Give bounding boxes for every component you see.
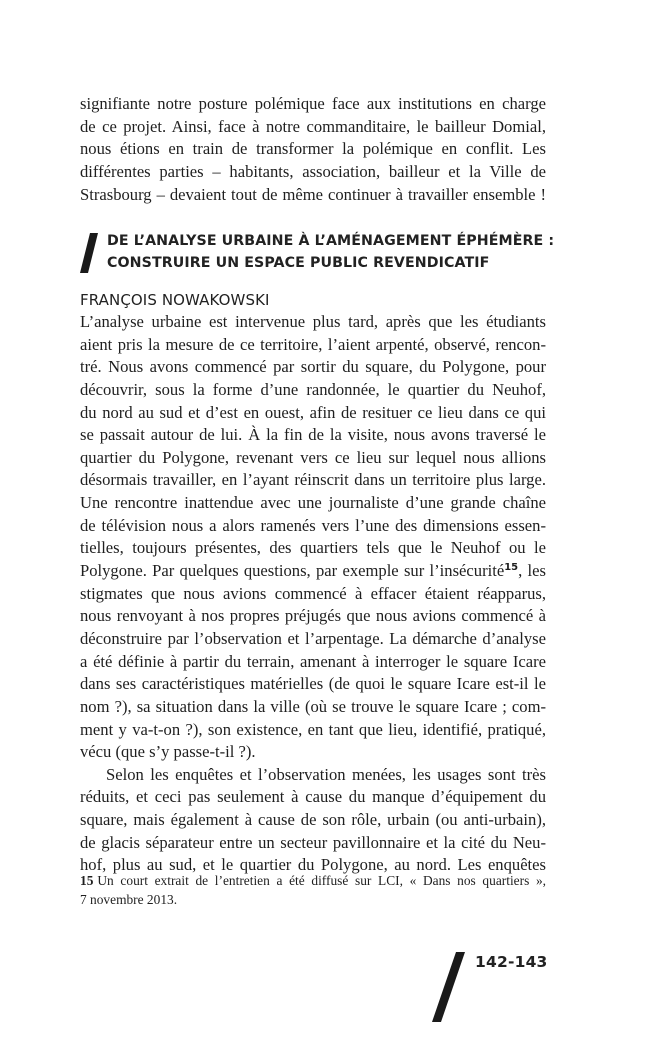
- text-line: stigmates que nous avions commencé à effacer étaient réapparus,: [80, 583, 546, 603]
- text-line: dans ses caractéristiques matérielles (de quoi le square Icare est-il le: [80, 674, 546, 694]
- text-line: différentes parties – habitants, association, bailleur et la Ville de: [80, 161, 546, 181]
- text-line: déconstruire par l’observation et l’arpentage. La démarche d’analyse: [80, 628, 546, 648]
- text-line: découvrir, sous la forme d’une randonnée, le quartier du Neuhof,: [80, 379, 546, 399]
- text-line: de télévision nous a alors ramenés vers l’une des dimensions essen-: [80, 515, 546, 535]
- text-line: a été définie à partir du terrain, amenant à interroger le square Icare: [80, 651, 546, 671]
- page-number: 142-143: [475, 953, 548, 971]
- text-line: L’analyse urbaine est intervenue plus tard, après que les étudiants: [80, 312, 546, 331]
- footnote-line: [80, 871, 546, 890]
- slash-icon: [432, 952, 468, 1022]
- page-folio: [432, 952, 562, 1024]
- intro-paragraph: [80, 93, 546, 206]
- text-line: square, mais également à cause de son rôle, urbain (ou anti-urbain),: [80, 810, 546, 830]
- text-line: signifiante notre posture polémique face aux institutions en charge: [80, 94, 546, 113]
- text-line: hof, plus au sud, et le quartier du Polygone, au nord. Les enquêtes: [80, 855, 546, 875]
- text-line: désormais travailler, en l’ayant réinscrit dans un territoire plus large.: [80, 470, 546, 490]
- slash-icon: [80, 233, 100, 273]
- text-line: se passait autour de lui. À la fin de la visite, nous avons traversé le: [80, 425, 546, 445]
- text-line: nom ?), sa situation dans la ville (où se trouve le square Icare ; com-: [80, 696, 546, 716]
- text-line: aient pris la mesure de ce territoire, l’aient arpenté, observé, rencon-: [80, 334, 546, 354]
- section-title-line-1: DE L’ANALYSE URBAINE À L’AMÉNAGEMENT ÉPHÉMÈRE :: [107, 233, 555, 249]
- text-segment: , les: [518, 561, 546, 581]
- main-text: [80, 311, 546, 877]
- section-heading: [80, 230, 555, 274]
- text-line: Une rencontre inattendue avec une journaliste d’une grande chaîne: [80, 493, 546, 513]
- text-line: Strasbourg – devaient tout de même continuer à travailler ensemble !: [80, 184, 546, 204]
- section-title: [107, 230, 554, 274]
- text-line: vécu (que s’y passe-t-il ?).: [80, 742, 256, 762]
- text-line: de ce projet. Ainsi, face à notre commanditaire, le bailleur Domial,: [80, 116, 546, 136]
- footnote-text: Un court extrait de l’entretien a été diffusé sur LCI, « Dans nos quartiers »,: [97, 873, 546, 888]
- footnote-number: 15: [80, 873, 94, 888]
- footnote-line: 7 novembre 2013.: [80, 892, 178, 907]
- footnote-reference[interactable]: 15: [504, 562, 519, 574]
- text-line: nous renvoyant à nos propres préjugés que nous avions commencé à: [80, 606, 546, 626]
- text-line: Selon les enquêtes et l’observation menées, les usages sont très: [106, 764, 546, 784]
- text-line: tré. Nous avons commencé par sortir du square, du Polygone, pour: [80, 357, 546, 377]
- section-title-line-2: CONSTRUIRE UN ESPACE PUBLIC REVENDICATIF: [107, 255, 490, 271]
- text-line: du nord au sud et d’est en ouest, afin de resituer ce lieu dans ce qui: [80, 402, 546, 422]
- text-line: réduits, et ceci pas seulement à cause du manque d’équipement du: [80, 787, 546, 807]
- text-line: ment y va-t-on ?), son existence, en tant que lieu, identifié, pratiqué,: [80, 719, 546, 739]
- text-line: quartier du Polygone, revenant vers ce lieu sur lequel nous allions: [80, 447, 546, 467]
- text-line: nous étions en train de transformer la polémique en conflit. Les: [80, 139, 546, 159]
- author-name: FRANÇOIS NOWAKOWSKI: [80, 291, 270, 309]
- text-segment: Polygone. Par quelques questions, par exemple sur l’insécurité: [80, 561, 505, 581]
- text-line: de glacis séparateur entre un secteur pavillonnaire et la cité du Neu-: [80, 832, 546, 852]
- footnote: [80, 871, 546, 909]
- text-line: tielles, toujours présentes, des quartiers tels que le Neuhof ou le: [80, 538, 546, 558]
- text-line-with-footnote: [80, 560, 546, 583]
